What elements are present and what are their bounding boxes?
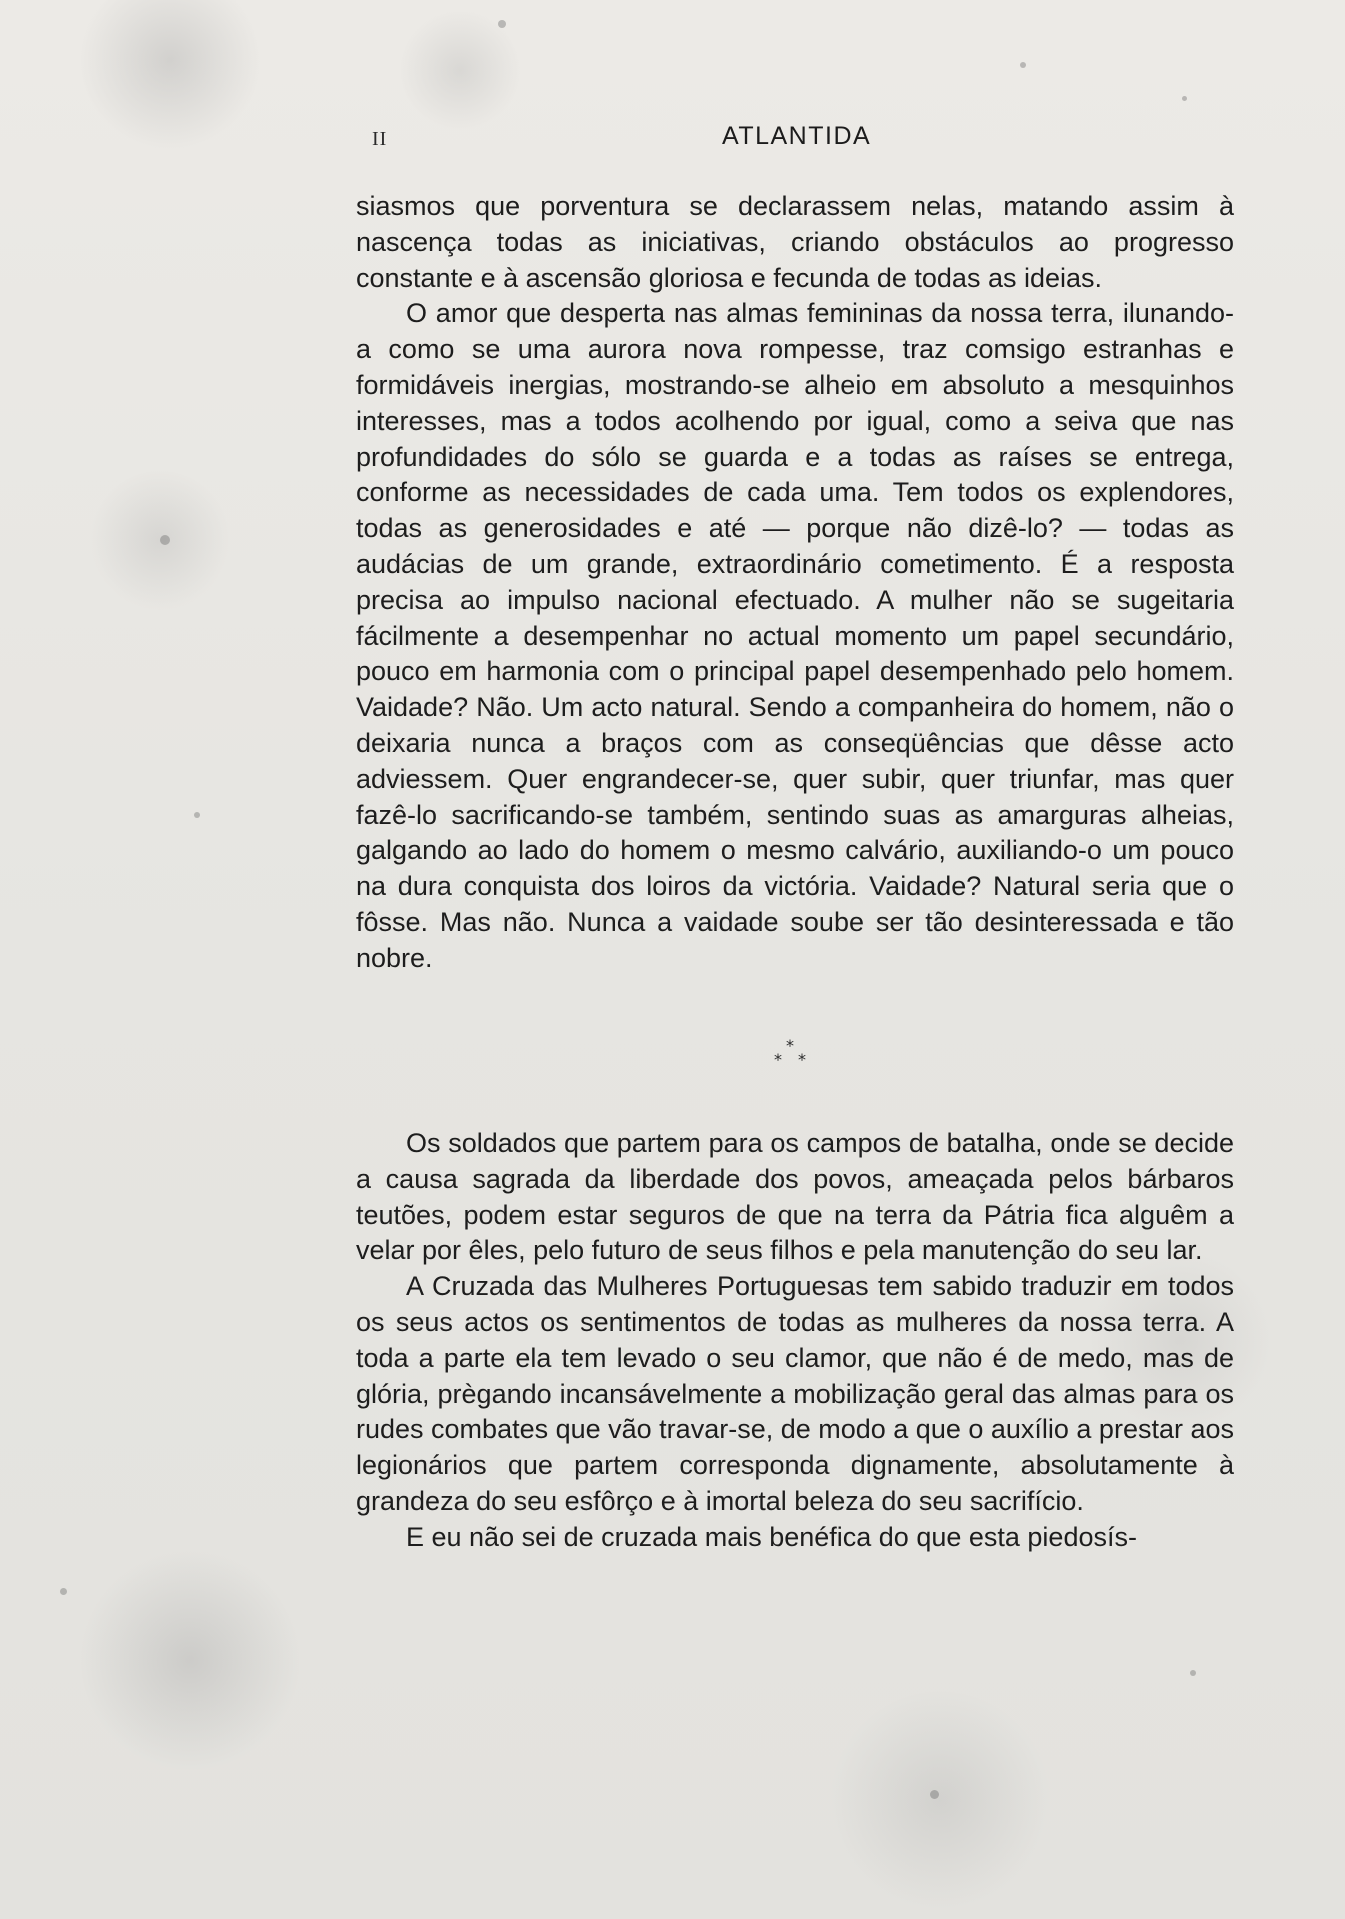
asterisk-icon: * [774,1050,782,1069]
scan-speck [194,812,200,818]
asterisk-icon: * [798,1050,806,1069]
page-header [0,122,1345,158]
scan-speck [1182,96,1187,101]
scan-speck [1190,1670,1196,1676]
paragraph: E eu não sei de cruzada mais benéfica do que esta piedosís- [406,1521,1137,1552]
scan-speck [930,1790,939,1799]
running-title: ATLANTIDA [722,122,872,150]
section-separator-asterism [760,1036,820,1076]
text-section-2 [356,1126,1234,1556]
paragraph: O amor que desperta nas almas femininas da nossa terra, ilunando-a como se uma aurora nova rompesse, traz comsigo estranhas e formidáveis inergias, mostrando-se alheio em absoluto a mesquinhos interesses, mas a todos acolhendo por igual, como a seiva que nas profundidades do sólo se guarda e a todas as raíses se entrega, conforme as necessidades de cada uma. Tem todos os explendores, todas as generosidades e até — porque não dizê-lo? — todas as audácias de um grande, extraordinário cometimento. É a resposta precisa ao impulso nacional efectuado. A mulher não se sugeitaria fácilmente a desempenhar no actual momento um papel secundário, pouco em harmonia com o principal papel desempenhado pelo homem. Vaidade? Não. Um acto natural. Sendo a companheira do homem, não o deixaria nunca a braços com as conseqüências que dêsse acto adviessem. Quer engrandecer-se, quer subir, quer triunfar, mas quer fazê-lo sacrificando-se também, sentindo suas as amarguras alheias, galgando ao lado do homem o mesmo calvário, auxiliando-o um pouco na dura conquista dos loiros da victória. Vaidade? Natural seria que o fôsse. Mas não. Nunca a vaidade soube ser tão desinteressada e tão nobre. [356,298,1234,973]
scan-speck [160,535,170,545]
page-number: II [372,128,388,150]
paragraph: A Cruzada das Mulheres Portuguesas tem sabido traduzir em todos os seus actos os sentimentos de todas as mulheres da nossa terra. A toda a parte ela tem levado o seu clamor, que não é de medo, mas de glória, prègando incansávelmente a mobilização geral das almas para os rudes combates que vão travar-se, de modo a que o auxílio a prestar aos legionários que partem corresponda dignamente, absolutamente à grandeza do seu esfôrço e à imortal beleza do seu sacrifício. [356,1271,1235,1516]
paragraph: Os soldados que partem para os campos de batalha, onde se decide a causa sagrada da liberdade dos povos, ameaçada pelos bárbaros teutões, podem estar seguros de que na terra da Pátria fica alguêm a velar por êles, pelo futuro de seus filhos e pela manutenção do seu lar. [356,1128,1234,1266]
text-section-1 [356,189,1234,977]
scan-speck [1020,62,1026,68]
asterisk-icon: * [786,1036,794,1055]
paragraph: siasmos que porventura se declarassem nelas, matando assim à nascença todas as iniciativas, criando obstáculos ao progresso constante e à ascensão gloriosa e fecunda de todas as ideias. [356,191,1234,293]
scan-speck [498,20,506,28]
scan-speck [60,1588,67,1595]
